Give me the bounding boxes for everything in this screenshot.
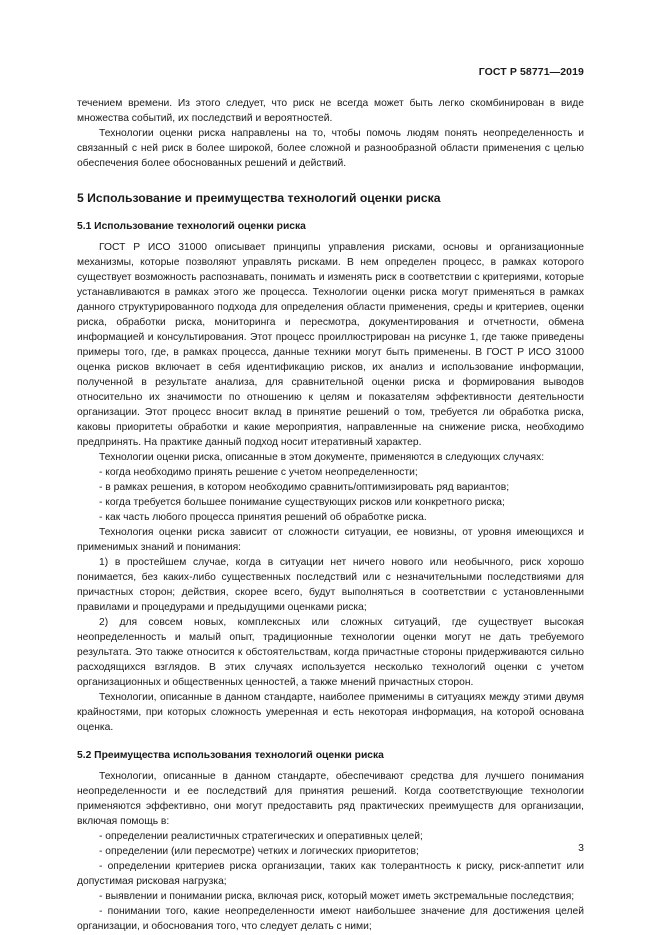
s51-paragraph-6: Технологии, описанные в данном стандарте, наиболее применимы в ситуациях между этими двумя крайностями, при которых сложность умеренная и есть некоторая информация, на которой основана оценка.	[77, 692, 584, 733]
s51-paragraph-1: ГОСТ Р ИСО 31000 описывает принципы управления рисками, основы и организационные механизмы, которые позволяют управлять рисками. В нем определен процесс, в рамках которого существует возможность распознавать, понимать и изменять риск в соответствии с критериями, которые устанавливаются в рамках этого же процесса. Технологии оценки риска могут применяться в рамках данного структурированного подхода для определения области применения, среды и критериев, оценки риска, обработки риска, мониторинга и пересмотра, документирования и отчетности, обмена информацией и консультирования. Этот процесс проиллюстрирован на рисунке 1, где также приведены примеры того, где, в рамках процесса, данные техники могут быть применены. В ГОСТ Р ИСО 31000 оценка рисков включает в себя идентификацию рисков, их анализ и использование информации, полученной в результате анализа, для сравнительной оценки риска и формирования выводов относительно их значимости по отношению к целям и показателям эффективности деятельности организации. Этот процесс вносит вклад в принятие решений о том, требуется ли обработка риска, каковы приоритеты обработки и какие мероприятия, направленные на снижение риска, необходимо предпринять. На практике данный подход носит итеративный характер.	[77, 242, 584, 448]
intro-paragraph-2: Технологии оценки риска направлены на то, чтобы помочь людям понять неопределенность и связанный с ней риск в более широкой, более сложной и разнообразной области применения с целью обеспечения более обоснованных решений и действий.	[77, 128, 584, 169]
s51-case-item: - в рамках решения, в котором необходимо сравнить/оптимизировать ряд вариантов;	[99, 482, 510, 493]
section-5-heading: 5 Использование и преимущества технологий оценки риска	[77, 191, 441, 205]
s51-paragraph-2: Технологии оценки риска, описанные в этом документе, применяются в следующих случаях:	[99, 452, 545, 463]
intro-paragraph-1: течением времени. Из этого следует, что риск не всегда может быть легко скомбинирован в виде множества событий, их последствий и вероятностей.	[77, 98, 584, 124]
s51-paragraph-3: Технология оценки риска зависит от сложности ситуации, ее новизны, от уровня имеющихся и применимых знаний и понимания:	[77, 527, 584, 553]
document-body	[77, 96, 584, 934]
s52-list-item: - выявлении и понимании риска, включая риск, который может иметь экстремальные последствия;	[99, 891, 575, 902]
s52-paragraph-1: Технологии, описанные в данном стандарте, обеспечивают средства для лучшего понимания неопределенности и ее последствий для принятия решений. Когда соответствующие технологии применяются эффективно, они могут предоставить ряд практических преимуществ для организации, включая помощь в:	[77, 771, 584, 827]
s52-list-item: - определении (или пересмотре) четких и логических приоритетов;	[99, 846, 419, 857]
document-header-id: ГОСТ Р 58771—2019	[478, 66, 584, 78]
s51-case-item: - как часть любого процесса принятия решений об обработке риска.	[99, 512, 427, 523]
subsection-5-1-heading: 5.1 Использование технологий оценки риска	[77, 221, 306, 232]
s51-case-item: - когда необходимо принять решение с учетом неопределенности;	[99, 467, 418, 478]
page-number: 3	[578, 842, 584, 854]
s52-list-item: - определении реалистичных стратегических и оперативных целей;	[99, 831, 423, 842]
s51-paragraph-4: 1) в простейшем случае, когда в ситуации нет ничего нового или необычного, риск хорошо понимается, без каких-либо существенных последствий или с незначительными последствиями для причастных сторон; действия, скорее всего, будут выполняться в соответствии с установленными правилами и процедурами и предыдущими оценками риска;	[77, 557, 584, 613]
s51-paragraph-5: 2) для совсем новых, комплексных или сложных ситуаций, где существует высокая неопределенность и малый опыт, традиционные технологии оценки могут не дать требуемого результата. Это также относится к обстоятельствам, когда причастные стороны придерживаются сильно расходящихся взглядов. В этих случаях используется несколько технологий оценки с учетом организационных и общественных ценностей, а также мнений причастных сторон.	[77, 617, 584, 688]
s52-list-item: - понимании того, какие неопределенности имеют наибольшее значение для достижения целей организации, и обоснования того, что следует делать с ними;	[77, 906, 584, 932]
s52-list-item: - определении критериев риска организации, таких как толерантность к риску, риск-аппетит или допустимая рисковая нагрузка;	[77, 861, 584, 887]
s51-case-item: - когда требуется большее понимание существующих рисков или конкретного риска;	[99, 497, 505, 508]
subsection-5-2-heading: 5.2 Преимущества использования технологий оценки риска	[77, 750, 384, 761]
